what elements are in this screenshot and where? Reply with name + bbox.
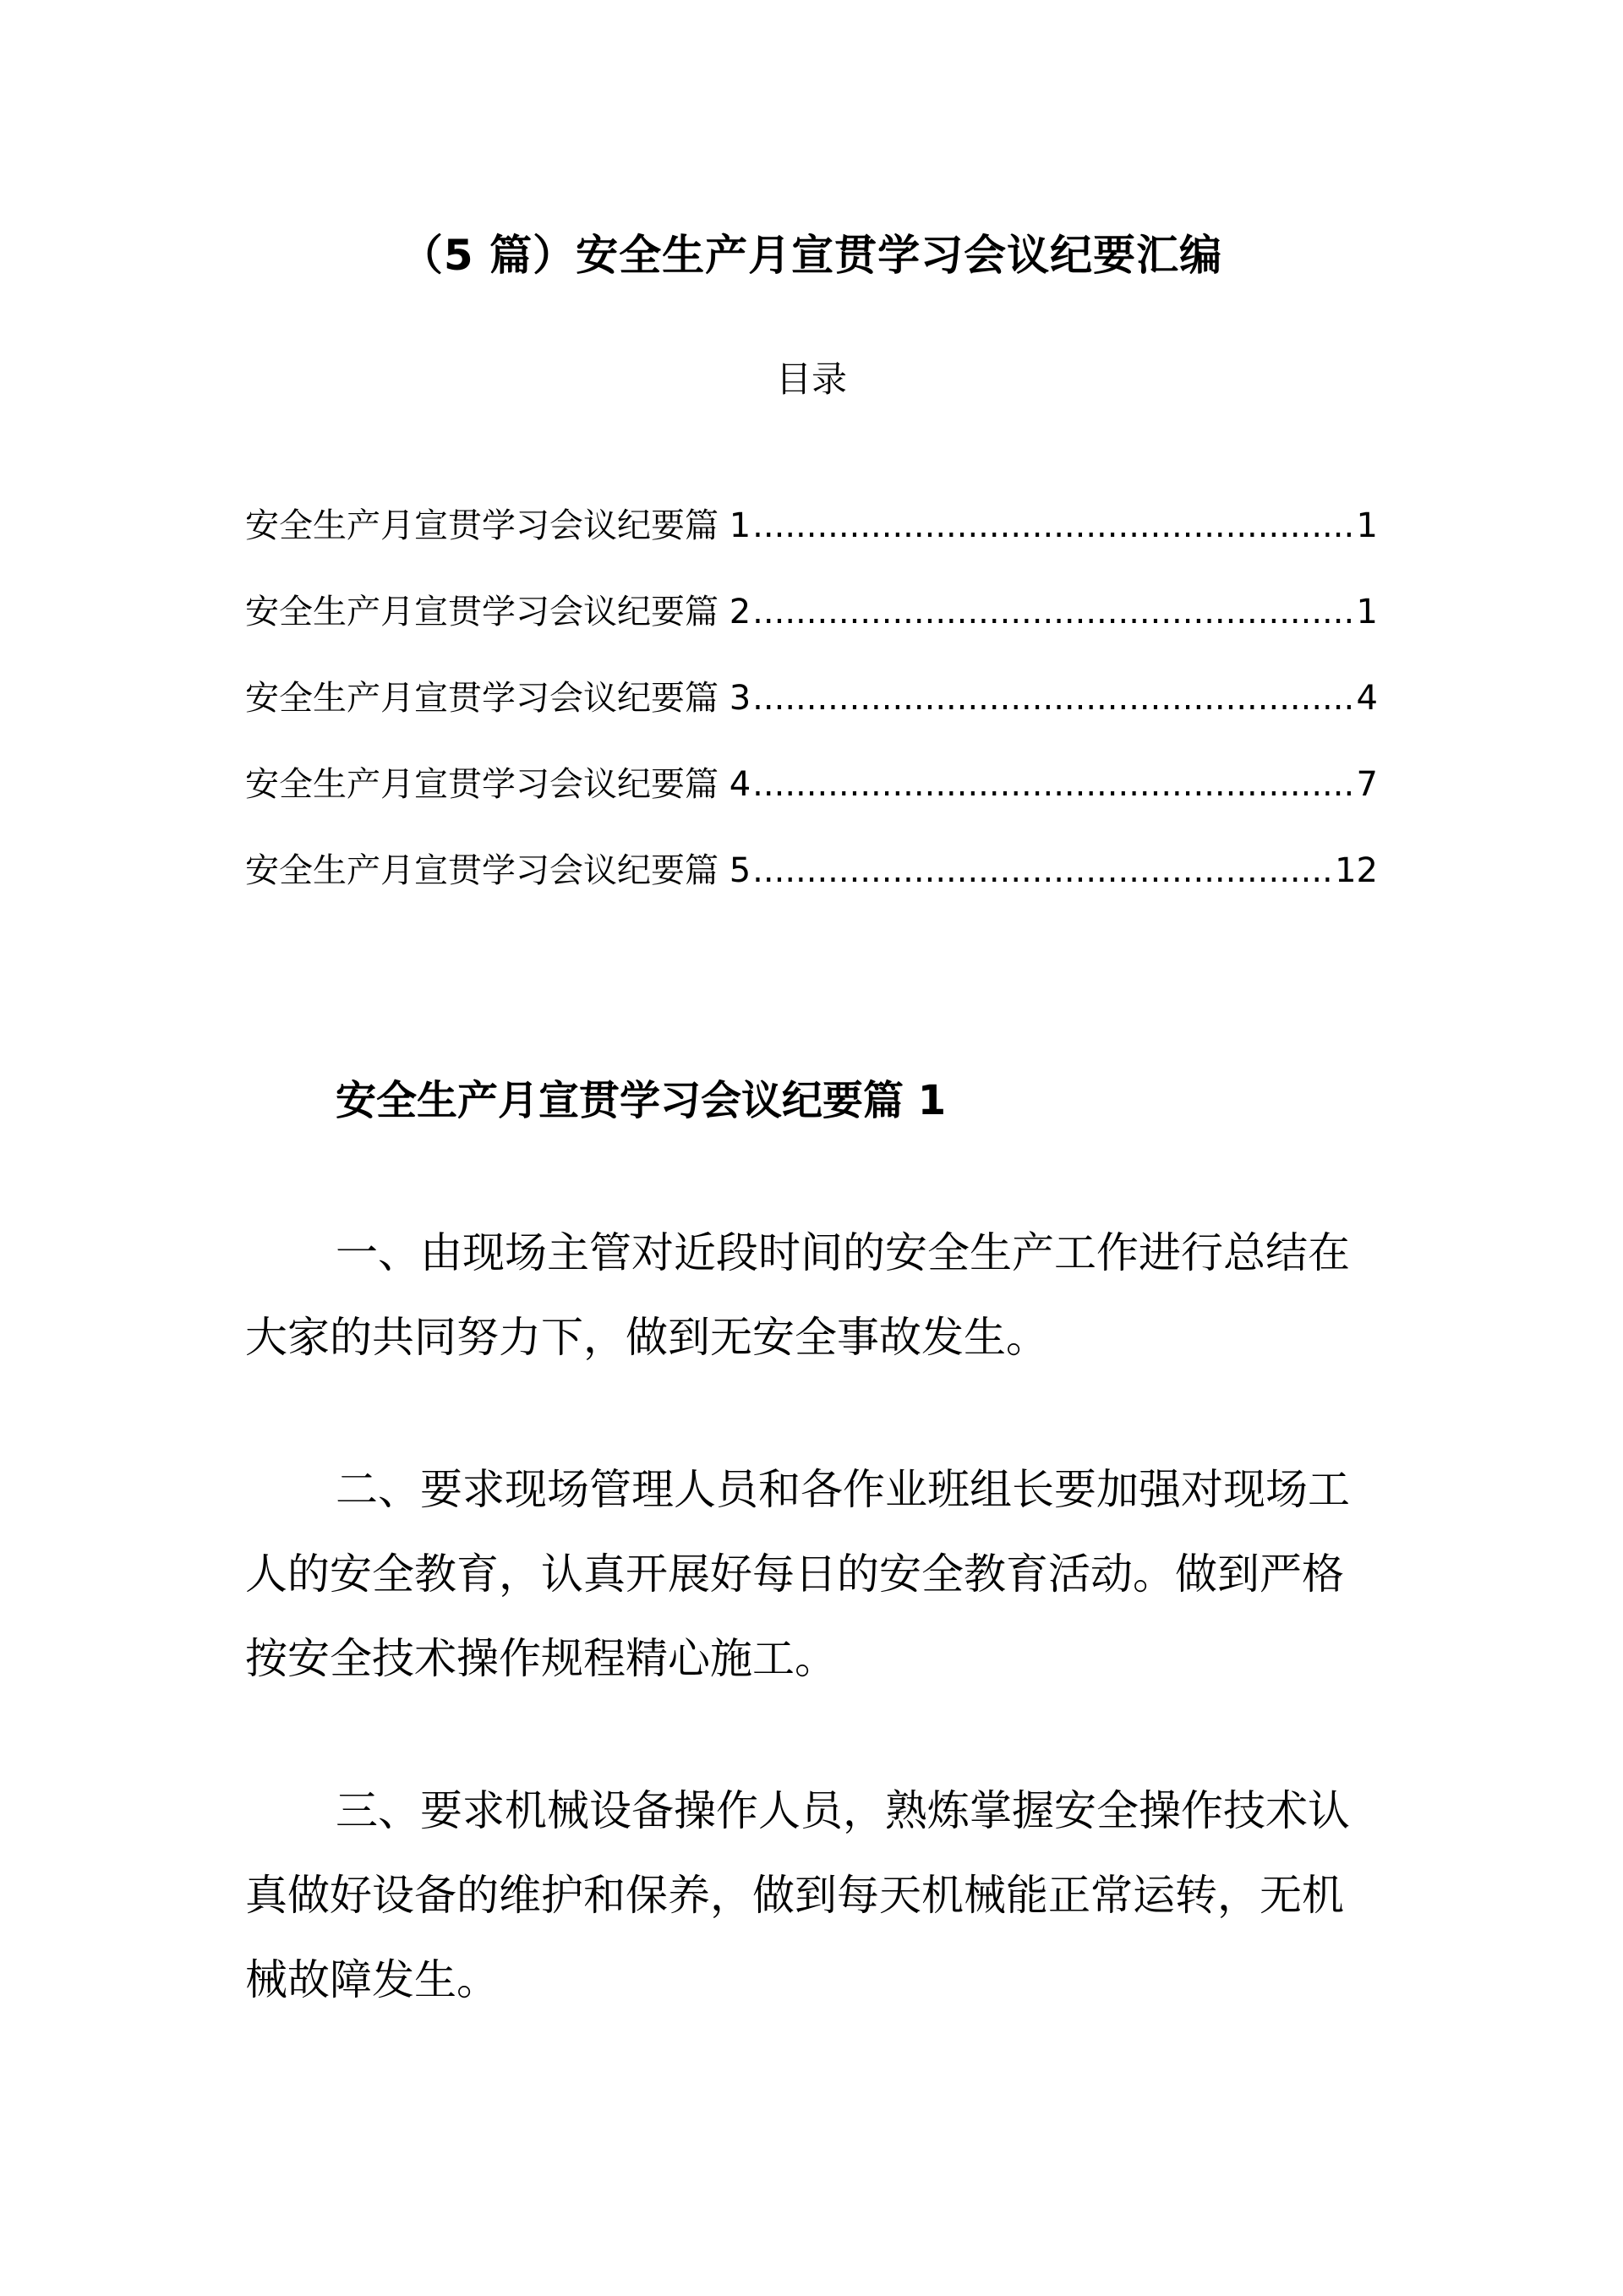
table-of-contents <box>245 496 1378 927</box>
toc-entry-page: 4 <box>1356 679 1378 718</box>
toc-heading: 目录 <box>775 358 847 400</box>
toc-entry[interactable] <box>245 496 1378 582</box>
toc-entry[interactable] <box>245 755 1378 841</box>
toc-entry-label: 安全生产月宣贯学习会议纪要篇 3 <box>245 679 751 718</box>
toc-entry[interactable] <box>245 582 1378 669</box>
toc-entry-page: 12 <box>1335 851 1378 890</box>
toc-entry-page: 7 <box>1356 765 1378 804</box>
section-title: 安全生产月宣贯学习会议纪要篇 1 <box>336 1077 947 1124</box>
body-paragraph: 一、由现场主管对近段时间的安全生产工作进行总结在大家的共同努力下，做到无安全事故发生。 <box>245 1228 1350 1362</box>
toc-dot-leader <box>752 496 1354 555</box>
toc-entry-label: 安全生产月宣贯学习会议纪要篇 2 <box>245 593 751 631</box>
toc-dot-leader <box>752 582 1354 642</box>
body-paragraph: 二、要求现场管理人员和各作业班组长要加强对现场工人的安全教育，认真开展好每日的安全教育活动。做到严格按安全技术操作规程精心施工。 <box>245 1465 1350 1683</box>
toc-entry-label: 安全生产月宣贯学习会议纪要篇 5 <box>245 851 751 890</box>
toc-entry[interactable] <box>245 841 1378 927</box>
toc-entry-page: 1 <box>1356 506 1378 545</box>
document-title: （5 篇）安全生产月宣贯学习会议纪要汇编 <box>400 231 1223 280</box>
toc-dot-leader <box>752 841 1333 900</box>
toc-entry-page: 1 <box>1356 593 1378 631</box>
toc-entry-label: 安全生产月宣贯学习会议纪要篇 4 <box>245 765 751 804</box>
toc-dot-leader <box>752 669 1354 728</box>
toc-entry[interactable] <box>245 669 1378 755</box>
toc-entry-label: 安全生产月宣贯学习会议纪要篇 1 <box>245 506 751 545</box>
body-paragraph: 三、要求机械设备操作人员，熟炼掌握安全操作技术认真做好设备的维护和保养，做到每天机械能正常运转，无机械故障发生。 <box>245 1786 1350 2004</box>
toc-dot-leader <box>752 755 1354 814</box>
